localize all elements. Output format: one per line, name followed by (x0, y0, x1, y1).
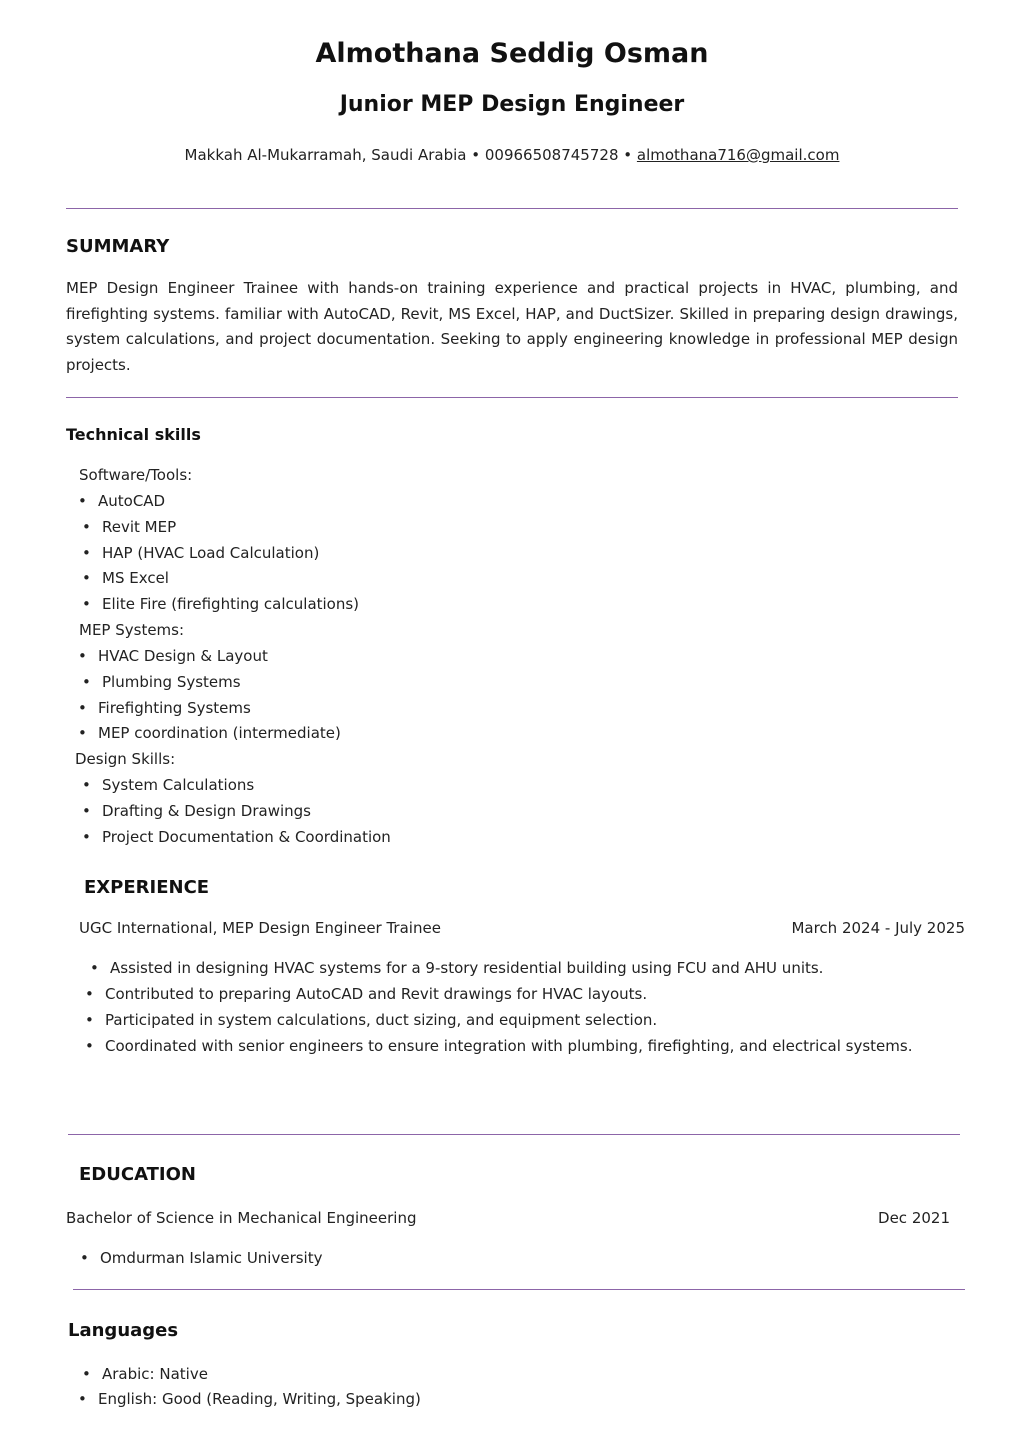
location: Makkah Al-Mukarramah, Saudi Arabia (184, 146, 467, 164)
education-date: Dec 2021 (878, 1209, 950, 1227)
candidate-name: Almothana Seddig Osman (315, 38, 709, 69)
experience-item: • Contributed to preparing AutoCAD and Revit drawings for HVAC layouts. (105, 985, 647, 1003)
education-degree: Bachelor of Science in Mechanical Engineering (66, 1209, 417, 1227)
contact-line (0, 146, 1024, 164)
skill-item: • System Calculations (102, 776, 254, 794)
skill-item: • MEP coordination (intermediate) (98, 724, 341, 742)
experience-item: • Assisted in designing HVAC systems for a 9-story residential building using FCU and AHU units. (110, 959, 823, 977)
email-link[interactable]: almothana716@gmail.com (636, 146, 840, 164)
skills-heading: Technical skills (66, 425, 201, 444)
divider (73, 1289, 965, 1290)
language-item: • Arabic: Native (102, 1365, 208, 1383)
job-title: Junior MEP Design Engineer (339, 92, 685, 117)
experience-role: UGC International, MEP Design Engineer Trainee (79, 919, 441, 937)
divider (66, 397, 958, 398)
divider (68, 1134, 960, 1135)
phone: 00966508745728 (484, 146, 619, 164)
education-heading: EDUCATION (79, 1164, 196, 1185)
experience-dates: March 2024 - July 2025 (791, 919, 965, 937)
experience-item: • Participated in system calculations, duct sizing, and equipment selection. (105, 1011, 657, 1029)
skill-item: • HVAC Design & Layout (98, 647, 268, 665)
skill-item: • Revit MEP (102, 518, 176, 536)
skill-item: • AutoCAD (98, 492, 165, 510)
language-item: • English: Good (Reading, Writing, Speaking) (98, 1390, 421, 1408)
divider (66, 208, 958, 209)
skill-item: • MS Excel (102, 569, 169, 587)
summary-heading: SUMMARY (66, 236, 170, 257)
skill-item: • Elite Fire (firefighting calculations) (102, 595, 359, 613)
skill-item: • HAP (HVAC Load Calculation) (102, 544, 319, 562)
summary-text: MEP Design Engineer Trainee with hands-on training experience and practical projects in HVAC, plumbing, and firefighting systems. familiar with AutoCAD, Revit, MS Excel, HAP, and DuctSizer. Skilled in preparing design drawings, system calculations, and project documentation. Seeking to apply engineering knowledge in professional MEP design projects. (66, 279, 958, 374)
skill-item: • Project Documentation & Coordination (102, 828, 391, 846)
skill-item: • Firefighting Systems (98, 699, 251, 717)
skill-item: • Plumbing Systems (102, 673, 241, 691)
experience-item: • Coordinated with senior engineers to ensure integration with plumbing, firefighting, and electrical systems. (105, 1037, 912, 1055)
languages-heading: Languages (68, 1320, 179, 1341)
experience-heading: EXPERIENCE (84, 877, 210, 898)
separator: • (471, 146, 481, 164)
education-item: • Omdurman Islamic University (100, 1249, 323, 1267)
skill-group-label: MEP Systems: (79, 621, 185, 639)
skill-group-label: Design Skills: (75, 750, 176, 768)
skill-item: • Drafting & Design Drawings (102, 802, 311, 820)
skill-group-label: Software/Tools: (79, 466, 193, 484)
separator: • (623, 146, 633, 164)
